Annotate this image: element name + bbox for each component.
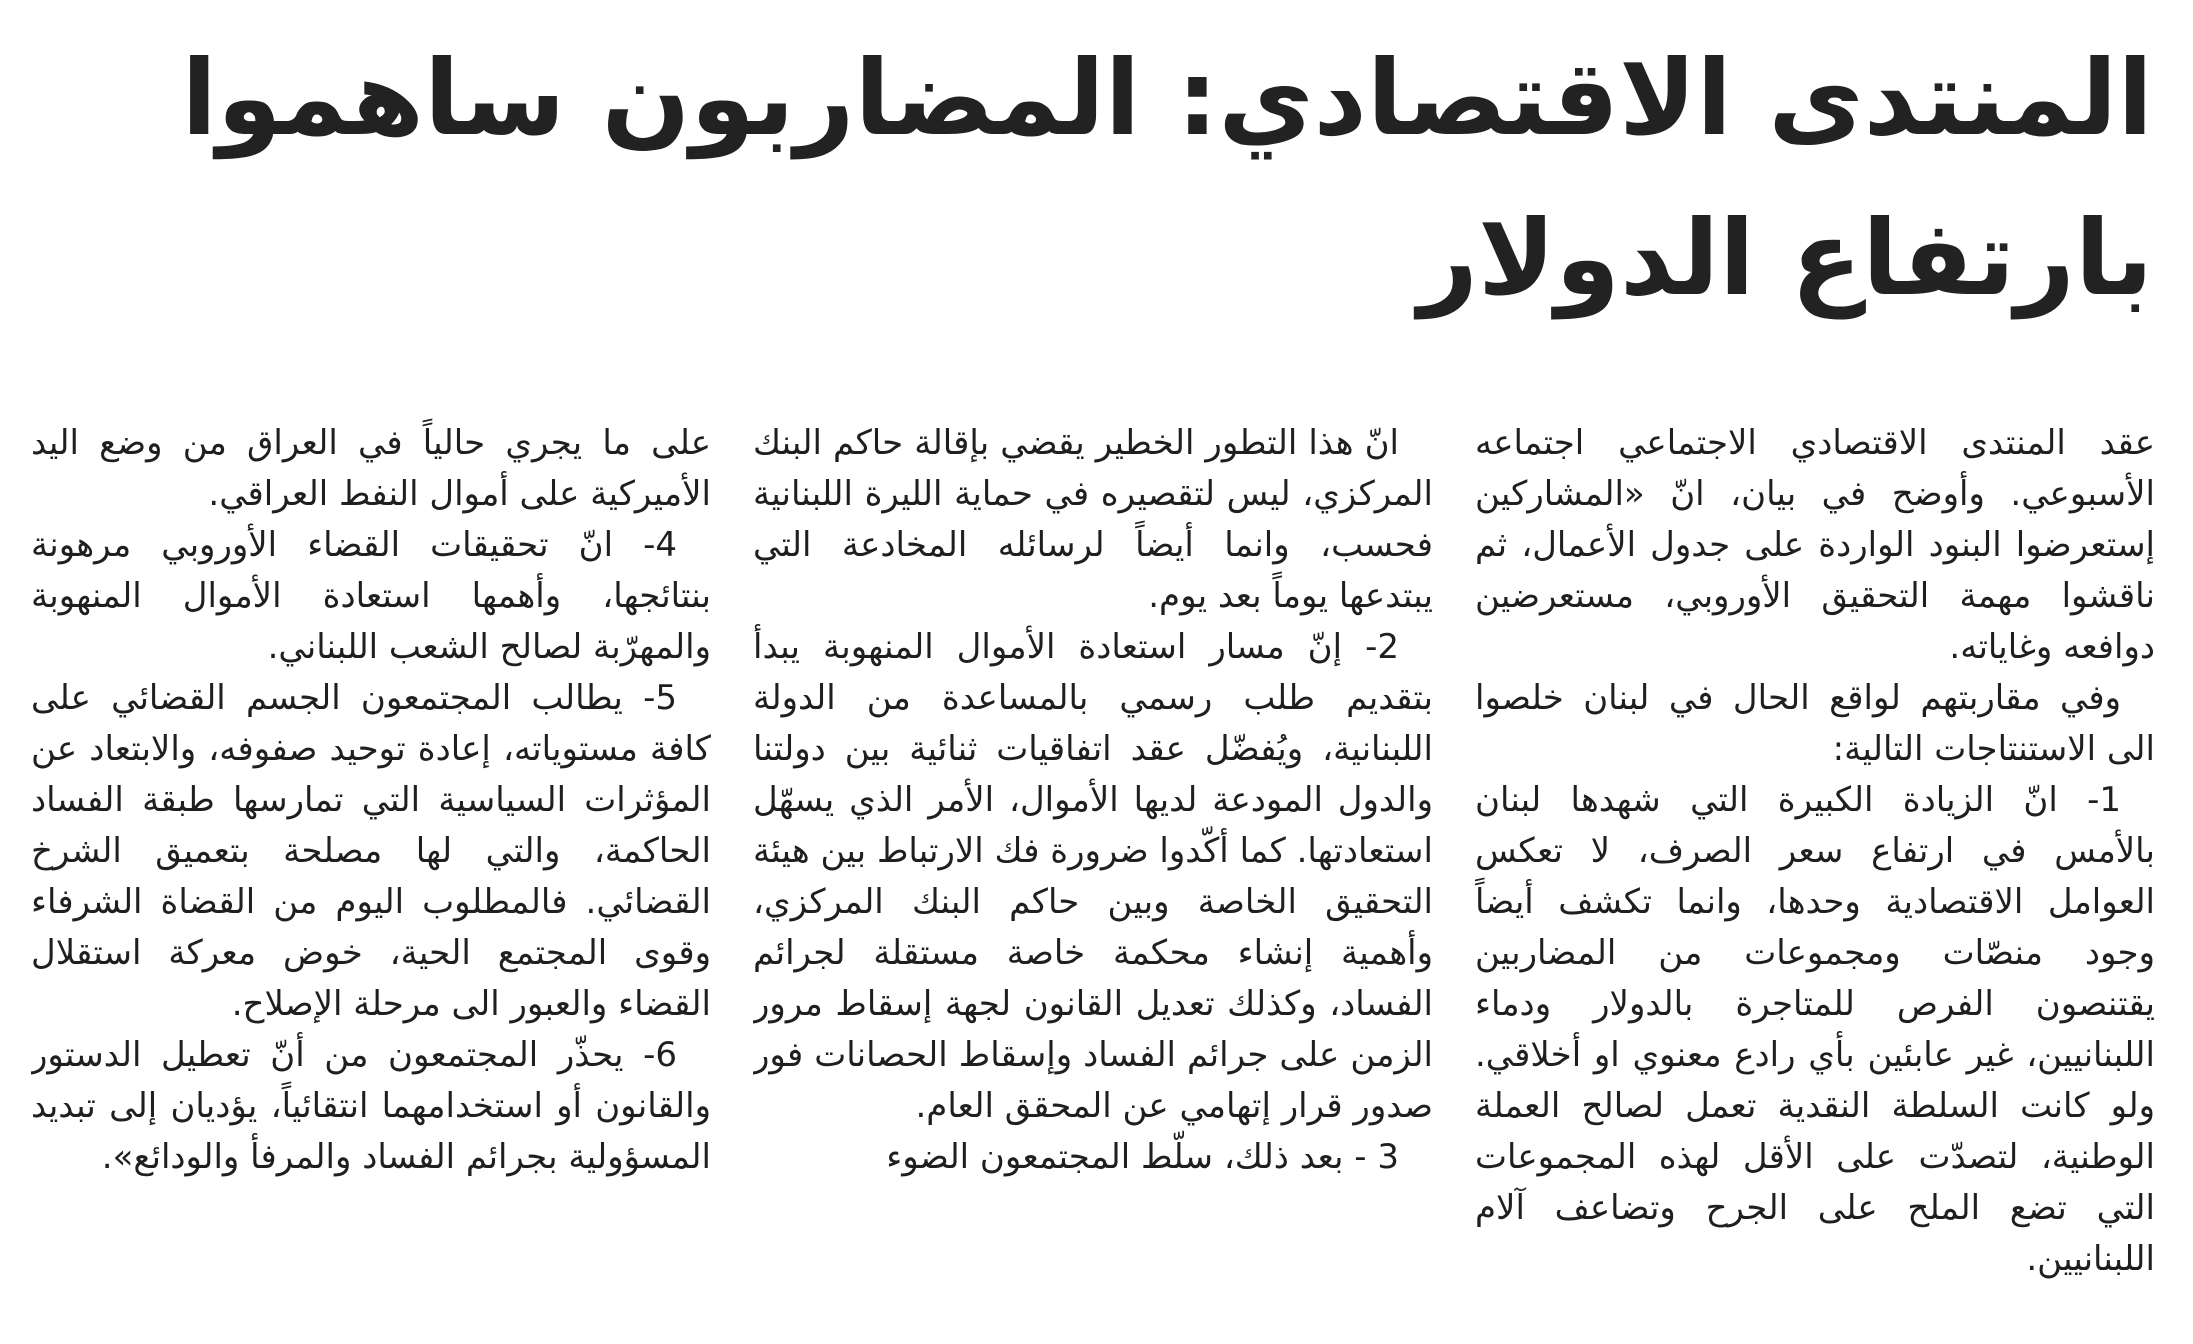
paragraph: 2- إنّ مسار استعادة الأموال المنهوبة يبدأ بتقديم طلب رسمي بالمساعدة من الدولة اللبنانية، ويُفضّل عقد اتفاقيات ثنائية بين دولتنا والدول المودعة لديها الأموال، الأمر الذي يسهّل استعادتها. كما أكّدوا ضرورة فك الارتباط بين هيئة التحقيق الخاصة وبين حاكم البنك المركزي، وأهمية إنشاء محكمة خاصة مستقلة لجرائم الفساد، وكذلك تعديل القانون لجهة إسقاط مرور الزمن على جرائم الفساد وإسقاط الحصانات فور صدور قرار إتهامي عن المحقق العام. <box>753 627 1433 1126</box>
paragraph: 4- انّ تحقيقات القضاء الأوروبي مرهونة بنتائجها، وأهمها استعادة الأموال المنهوبة والمهرّبة لصالح الشعب اللبناني. <box>31 525 711 667</box>
text-column-2 <box>753 418 1433 1318</box>
paragraph: 5- يطالب المجتمعون الجسم القضائي على كافة مستوياته، إعادة توحيد صفوفه، والابتعاد عن المؤثرات السياسية التي تمارسها طبقة الفساد الحاكمة، والتي لها مصلحة بتعميق الشرخ القضائي. فالمطلوب اليوم من القضاة الشرفاء وقوى المجتمع الحية، خوض معركة استقلال القضاء والعبور الى مرحلة الإصلاح. <box>31 678 711 1024</box>
paragraph: 3 - بعد ذلك، سلّط المجتمعون الضوء <box>886 1137 1399 1177</box>
paragraph: وفي مقاربتهم لواقع الحال في لبنان خلصوا الى الاستنتاجات التالية: <box>1475 678 2155 769</box>
paragraph: 6- يحذّر المجتمعون من أنّ تعطيل الدستور والقانون أو استخدامهما انتقائياً، يؤديان إلى تبديد المسؤولية بجرائم الفساد والمرفأ والودائع». <box>31 1035 711 1177</box>
paragraph: انّ هذا التطور الخطير يقضي بإقالة حاكم البنك المركزي، ليس لتقصيره في حماية الليرة اللبنانية فحسب، وانما أيضاً لرسائله المخادعة التي يبتدعها يوماً بعد يوم. <box>753 423 1433 616</box>
paragraph: على ما يجري حالياً في العراق من وضع اليد الأميركية على أموال النفط العراقي. <box>31 423 711 514</box>
text-column-1 <box>1475 418 2155 1318</box>
text-column-3 <box>31 418 711 1318</box>
paragraph: عقد المنتدى الاقتصادي الاجتماعي اجتماعه الأسبوعي. وأوضح في بيان، انّ «المشاركين إستعرضوا البنود الواردة على جدول الأعمال، ثم ناقشوا مهمة التحقيق الأوروبي، مستعرضين دوافعه وغاياته. <box>1475 423 2155 667</box>
paragraph: 1- انّ الزيادة الكبيرة التي شهدها لبنان بالأمس في ارتفاع سعر الصرف، لا تعكس العوامل الاقتصادية وحدها، وانما تكشف أيضاً وجود منصّات ومجموعات من المضاربين يقتنصون الفرص للمتاجرة بالدولار ودماء اللبنانيين، غير عابئين بأي رادع معنوي او أخلاقي. ولو كانت السلطة النقدية تعمل لصالح العملة الوطنية، لتصدّت على الأقل لهذه المجموعات التي تضع الملح على الجرح وتضاعف آلام اللبنانيين. <box>1475 780 2155 1279</box>
article-body <box>31 418 2155 1318</box>
article-headline: المنتدى الاقتصادي: المضاربون ساهموا بارتفاع الدولار <box>181 37 2153 319</box>
